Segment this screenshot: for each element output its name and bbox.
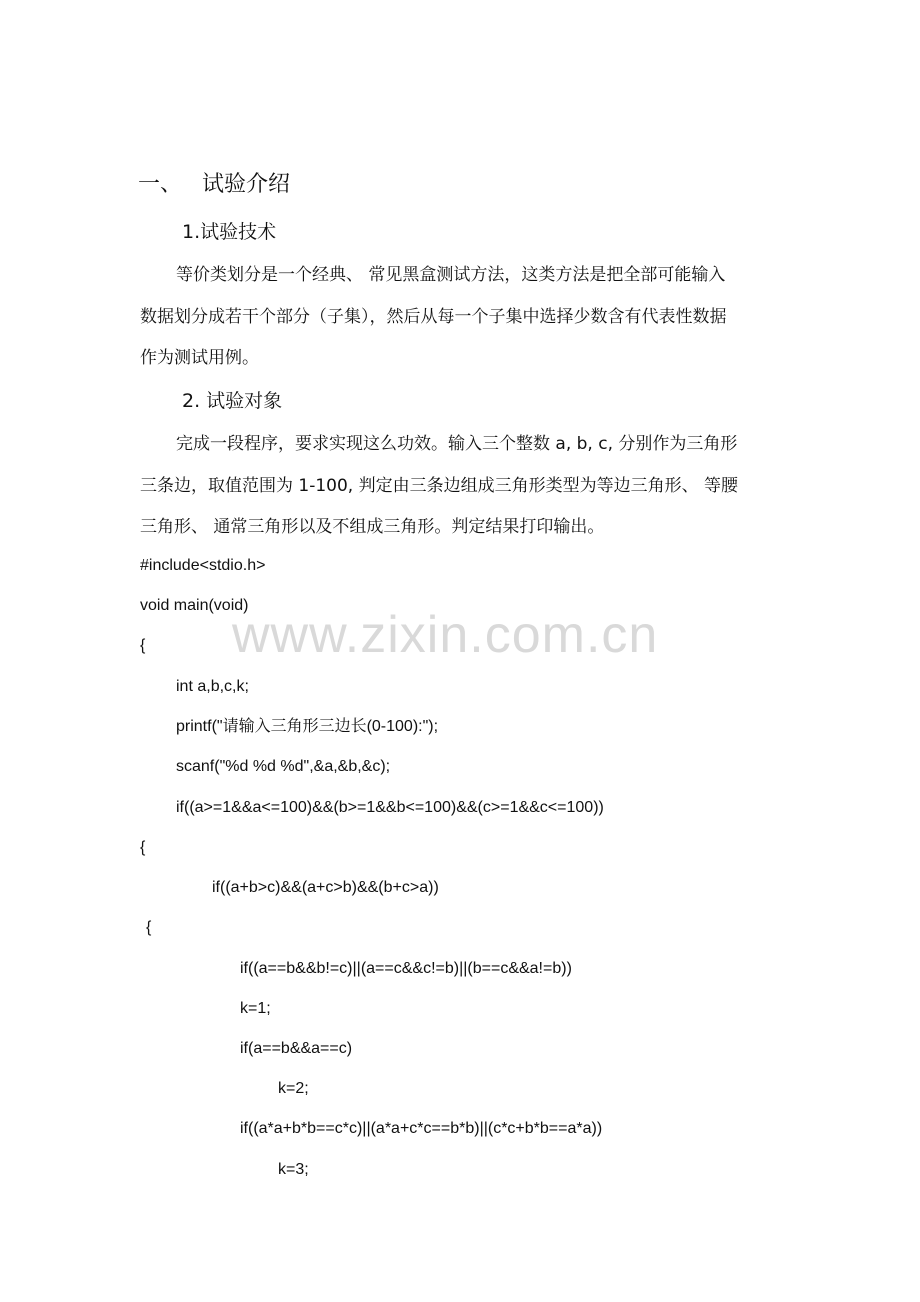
heading-number: 一、 [138, 172, 183, 197]
code-line: { [140, 839, 146, 856]
code-line: int a,b,c,k; [176, 678, 249, 695]
section-title: 1.试验技术 [182, 221, 277, 243]
heading-title: 试验介绍 [202, 172, 291, 197]
code-line: if((a*a+b*b==c*c)||(a*a+c*c==b*b)||(c*c+b*b==a*a)) [240, 1120, 603, 1137]
section-title: 2. 试验对象 [182, 390, 283, 412]
code-line: if((a==b&&b!=c)||(a==c&&c!=b)||(b==c&&a!=b)) [240, 960, 572, 977]
paragraph-line: 完成一段程序，要求实现这么功效。输入三个整数 a, b, c, 分别作为三角形 [176, 434, 738, 454]
code-line: k=3; [278, 1161, 309, 1178]
code-line: if((a>=1&&a<=100)&&(b>=1&&b<=100)&&(c>=1&&c<=100)) [176, 799, 604, 816]
code-line: printf("请输入三角形三边长(0-100):"); [176, 718, 439, 735]
code-line: k=1; [240, 1000, 271, 1017]
paragraph-line: 等价类划分是一个经典、 常见黑盒测试方法，这类方法是把全部可能输入 [176, 265, 726, 285]
code-line: void main(void) [140, 597, 249, 614]
code-line: if(a==b&&a==c) [240, 1040, 353, 1057]
code-line: { [140, 637, 146, 654]
watermark: www.zixin.com.cn [232, 606, 659, 664]
code-line: { [146, 919, 152, 936]
code-line: if((a+b>c)&&(a+c>b)&&(b+c>a)) [212, 879, 439, 896]
code-line: k=2; [278, 1080, 309, 1097]
paragraph-line: 三角形、 通常三角形以及不组成三角形。判定结果打印输出。 [140, 517, 605, 537]
paragraph-line: 数据划分成若干个部分（子集），然后从每一个子集中选择少数含有代表性数据 [140, 307, 727, 327]
paragraph-line: 三条边，取值范围为 1-100, 判定由三条边组成三角形类型为等边三角形、 等腰 [140, 476, 739, 496]
code-line: scanf("%d %d %d",&a,&b,&c); [176, 758, 391, 775]
code-line: #include<stdio.h> [140, 557, 266, 574]
paragraph-line: 作为测试用例。 [140, 348, 259, 368]
